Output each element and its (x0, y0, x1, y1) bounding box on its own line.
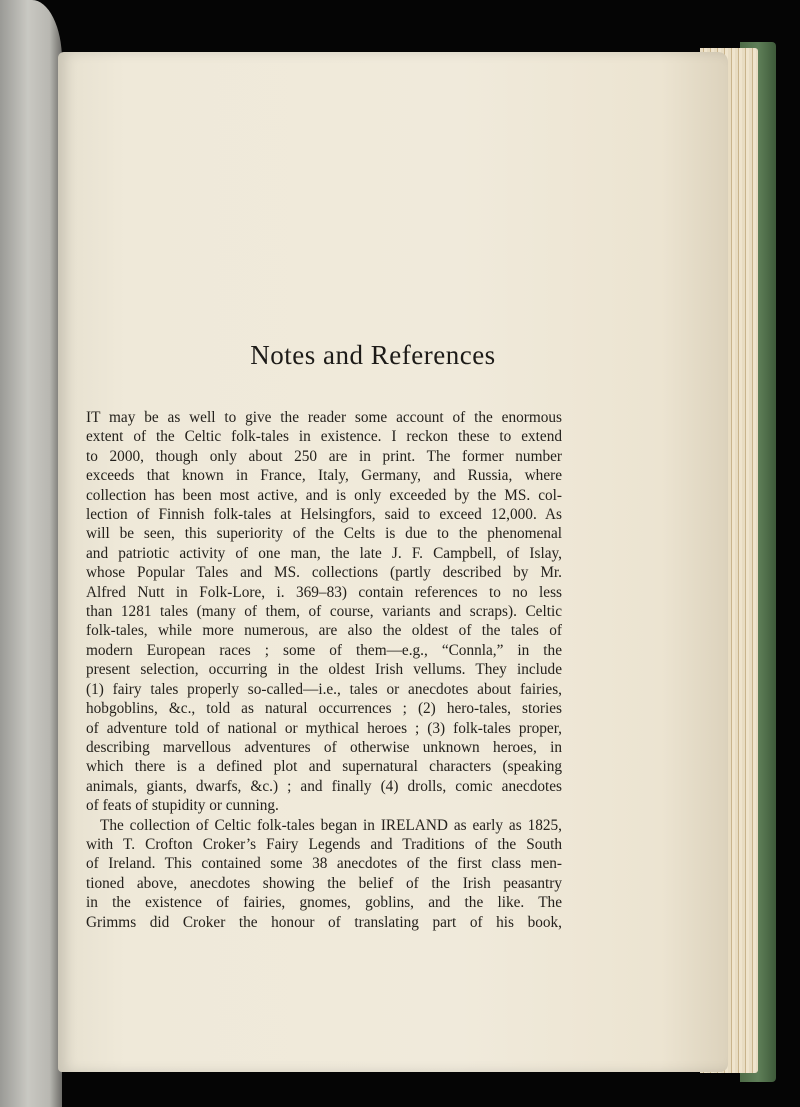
text-line: tioned above, anecdotes showing the belief of the Irish peasantry (86, 874, 562, 892)
page-title: Notes and References (250, 340, 496, 370)
facing-page-edge (0, 0, 62, 1107)
text-line: collection has been most active, and is only exceeded by the MS. col- (86, 486, 562, 504)
text-line: hobgoblins, &c., told as natural occurrences ; (2) hero-tales, stories (86, 700, 562, 718)
text-line: folk-tales, while more numerous, are also the oldest of the tales of (86, 622, 562, 640)
text-line: Grimms did Croker the honour of translating part of his book, (86, 913, 562, 931)
text-line: in the existence of fairies, gnomes, goblins, and the like. The (86, 894, 562, 912)
text-line: The collection of Celtic folk-tales began in IRELAND as early as 1825, (100, 816, 562, 834)
text-line: lection of Finnish folk-tales at Helsingfors, said to exceed 12,000. As (86, 506, 562, 524)
text-line: extent of the Celtic folk-tales in existence. I reckon these to extend (86, 428, 562, 446)
text-line: which there is a defined plot and supernatural characters (speaking (86, 758, 562, 776)
text-line: modern European races ; some of them—e.g., “Connla,” in the (86, 641, 562, 659)
text-line: animals, giants, dwarfs, &c.) ; and finally (4) drolls, comic anecdotes (86, 777, 562, 795)
text-line: will be seen, this superiority of the Celts is due to the phenomenal (86, 525, 562, 543)
text-line: than 1281 tales (many of them, of course, variants and scraps). Celtic (86, 603, 562, 621)
text-line: (1) fairy tales properly so-called—i.e., tales or anecdotes about fairies, (86, 680, 562, 698)
body-text (86, 408, 562, 932)
text-line: Alfred Nutt in Folk-Lore, i. 369–83) contain references to no less (86, 583, 562, 601)
text-line: exceeds that known in France, Italy, Germany, and Russia, where (86, 467, 562, 485)
text-line: describing marvellous adventures of otherwise unknown heroes, in (86, 738, 562, 756)
text-line: with T. Crofton Croker’s Fairy Legends and Traditions of the South (86, 835, 562, 853)
text-line: of feats of stupidity or cunning. (86, 797, 279, 815)
text-line: and patriotic activity of one man, the late J. F. Campbell, of Islay, (86, 544, 562, 562)
text-line: whose Popular Tales and MS. collections (partly described by Mr. (86, 564, 562, 582)
text-line: to 2000, though only about 250 are in print. The former number (86, 447, 562, 465)
book-page (58, 52, 728, 1072)
text-line: IT may be as well to give the reader some account of the enormous (86, 409, 562, 426)
text-line: of Ireland. This contained some 38 anecdotes of the first class men- (86, 855, 562, 873)
text-line: of adventure told of national or mythical heroes ; (3) folk-tales proper, (86, 719, 562, 737)
text-line: present selection, occurring in the oldest Irish vellums. They include (86, 661, 562, 679)
